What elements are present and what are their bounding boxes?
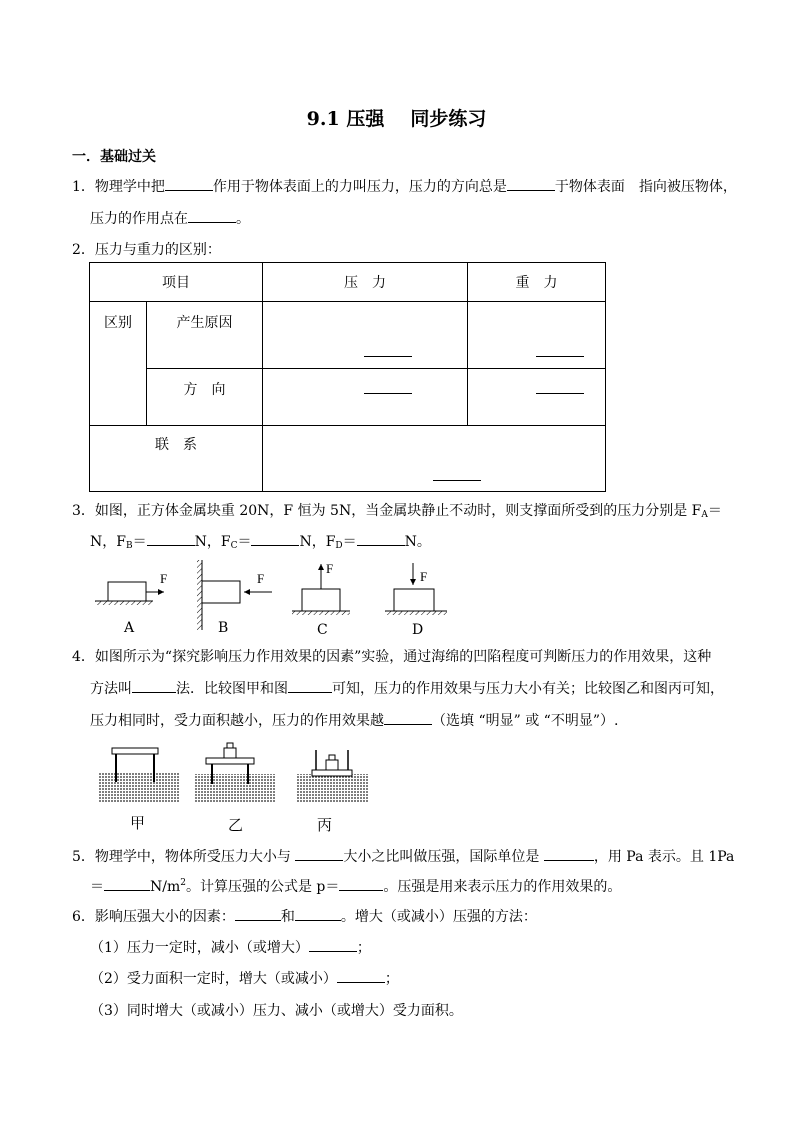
answer-blank[interactable] bbox=[384, 710, 432, 725]
answer-blank[interactable] bbox=[104, 876, 150, 891]
answer-blank[interactable] bbox=[251, 531, 299, 546]
force-diagrams bbox=[0, 555, 793, 645]
question-5-line-1: 5．物理学中，物体所受压力大小与 大小之比叫做压强，国际单位是 ，用 Pa 表示。且 1Pa bbox=[72, 846, 734, 866]
answer-blank[interactable] bbox=[544, 846, 594, 861]
table-row-group: 区别 bbox=[90, 302, 147, 426]
figure-label-yi: 乙 bbox=[228, 816, 244, 834]
answer-cell[interactable] bbox=[468, 302, 606, 369]
diagram-d bbox=[385, 563, 447, 615]
question-6-line-1: 6．影响压强大小的因素： 和 。增大（或减小）压强的方法： bbox=[72, 906, 537, 926]
force-label: F bbox=[257, 571, 265, 586]
answer-blank[interactable] bbox=[235, 906, 281, 921]
answer-cell[interactable] bbox=[263, 302, 468, 369]
title-main: 9.1 压强 bbox=[306, 108, 385, 130]
table-row-cause: 产生原因 bbox=[147, 302, 263, 369]
diagram-b bbox=[197, 560, 272, 630]
answer-blank[interactable] bbox=[364, 393, 412, 394]
table-header-pressure: 压 力 bbox=[263, 263, 468, 302]
answer-cell[interactable] bbox=[468, 369, 606, 426]
answer-blank[interactable] bbox=[188, 208, 236, 223]
comparison-table bbox=[89, 262, 606, 492]
answer-blank[interactable] bbox=[165, 176, 213, 191]
sponge-experiment-figures bbox=[0, 740, 793, 810]
figure-label-b: B bbox=[218, 620, 229, 636]
answer-blank[interactable] bbox=[507, 176, 555, 191]
figure-bing bbox=[296, 750, 368, 802]
answer-blank[interactable] bbox=[337, 968, 385, 983]
section-heading: 一．基础过关 bbox=[72, 149, 156, 165]
question-4-line-1: 4．如图所示为“探究影响压力作用效果的因素”实验，通过海绵的凹陷程度可判断压力的作用效果，这种 bbox=[72, 649, 712, 665]
answer-blank[interactable] bbox=[295, 846, 343, 861]
answer-blank[interactable] bbox=[339, 876, 383, 891]
answer-blank[interactable] bbox=[357, 531, 405, 546]
figure-label-jia: 甲 bbox=[130, 814, 146, 832]
question-2: 2．压力与重力的区别： bbox=[72, 242, 221, 258]
question-6-item-2: （2）受力面积一定时，增大（或减小） ； bbox=[90, 968, 399, 988]
figure-jia bbox=[98, 748, 180, 802]
question-4-line-2: 方法叫 法．比较图甲和图 可知，压力的作用效果与压力大小有关；比较图乙和图丙可知， bbox=[90, 678, 724, 698]
answer-blank[interactable] bbox=[309, 937, 357, 952]
question-4-line-3: 压力相同时，受力面积越小，压力的作用效果越 （选填 “明显” 或 “不明显”）. bbox=[90, 710, 618, 730]
question-6-item-3: （3）同时增大（或减小）压力、减小（或增大）受力面积。 bbox=[90, 1003, 463, 1019]
answer-cell[interactable] bbox=[263, 369, 468, 426]
title-sub: 同步练习 bbox=[410, 108, 487, 130]
answer-blank[interactable] bbox=[536, 393, 584, 394]
question-6-item-1: （1）压力一定时，减小（或增大） ； bbox=[90, 937, 371, 957]
answer-blank[interactable] bbox=[295, 906, 341, 921]
answer-blank[interactable] bbox=[147, 531, 195, 546]
diagram-c bbox=[292, 561, 350, 615]
figure-label-d: D bbox=[412, 622, 424, 638]
force-label: F bbox=[160, 571, 168, 586]
answer-blank[interactable] bbox=[536, 356, 584, 357]
answer-cell[interactable] bbox=[263, 426, 606, 492]
force-label: F bbox=[420, 569, 428, 584]
answer-blank[interactable] bbox=[364, 356, 412, 357]
answer-blank[interactable] bbox=[132, 678, 176, 693]
page-title bbox=[0, 104, 793, 131]
question-3-line-2: N，$F_B= N$，$F_C= N$，$F_D= N$。 bbox=[90, 531, 431, 551]
answer-blank[interactable] bbox=[433, 480, 481, 481]
figure-label-a: A bbox=[124, 620, 135, 636]
diagram-a bbox=[95, 571, 167, 605]
figure-yi bbox=[194, 743, 276, 802]
force-label: F bbox=[326, 561, 334, 576]
table-row-relation: 联 系 bbox=[90, 426, 263, 492]
table-header-item: 项目 bbox=[90, 263, 263, 302]
question-3-line-1: 3．如图，正方体金属块重 20N，F 恒为 5N，当金属块静止不动时，则支撑面所受到的压力分别是 $F_A=$ bbox=[72, 503, 722, 520]
table-row-direction: 方 向 bbox=[147, 369, 263, 426]
question-1-line-1: 1．物理学中把 作用于物体表面上的力叫压力，压力的方向总是 于物体表面 指向被压物体， bbox=[72, 176, 737, 196]
figure-label-bing: 丙 bbox=[317, 816, 333, 834]
table-header-gravity: 重 力 bbox=[468, 263, 606, 302]
question-5-line-2: ＝ $N/m^2$。计算压强的公式是 p＝ 。压强是用来表示压力的作用效果的。 bbox=[90, 878, 622, 895]
answer-blank[interactable] bbox=[288, 678, 332, 693]
question-1-line-2: 压力的作用点在 。 bbox=[90, 208, 250, 228]
figure-label-c: C bbox=[317, 622, 328, 638]
